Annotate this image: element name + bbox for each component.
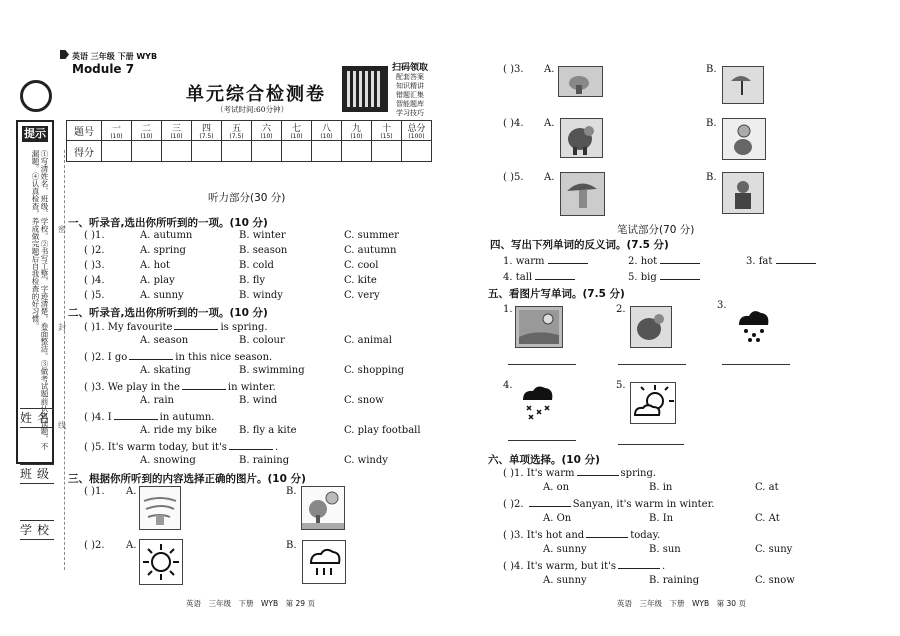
option-a[interactable]: A. hot: [140, 260, 171, 271]
col-points: (10): [320, 133, 333, 140]
umbrella-picture[interactable]: [560, 172, 605, 216]
question-text: We play in the: [107, 382, 180, 393]
question-number: ( )3.: [503, 530, 524, 541]
score-table: [66, 120, 432, 162]
answer-blank[interactable]: [618, 559, 660, 569]
antonym-4: [503, 270, 575, 283]
answer-line[interactable]: [508, 440, 576, 441]
question-number: ( )1.: [503, 468, 524, 479]
section-4-title: 四、写出下列单词的反义词。(7.5 分): [490, 239, 669, 251]
s3-q5-a: A.: [544, 172, 555, 183]
exam-time: （考试时间:60分钟）: [216, 105, 289, 114]
row-label: 题号: [67, 121, 102, 141]
option-b[interactable]: B. in: [649, 482, 673, 493]
rain-cloud-icon: [733, 305, 773, 345]
question-text: .: [274, 442, 279, 453]
option-a[interactable]: A. sunny: [543, 544, 587, 555]
sun-picture[interactable]: [139, 539, 183, 585]
question-number: ( )2.: [84, 352, 105, 363]
col-number: 九: [351, 124, 361, 134]
col-number: 总分: [407, 124, 426, 134]
antonym-3: [746, 254, 816, 267]
option-c[interactable]: C. cool: [344, 260, 379, 271]
question-number: ( )3.: [84, 260, 105, 271]
s3-q5-b: B.: [706, 172, 717, 183]
question-text: I go: [107, 352, 128, 363]
section-2-title: 二、听录音,选出你所听到的一项。(10 分): [68, 307, 268, 319]
page-title: 单元综合检测卷: [186, 84, 326, 105]
question-text: I: [107, 412, 112, 423]
option-a[interactable]: A. play: [140, 275, 175, 286]
written-title: 笔试部分(70 分): [617, 224, 695, 236]
s3-q4-a: A.: [544, 118, 555, 129]
s3-q4-no: ( )4.: [503, 118, 524, 129]
score-col-11: [402, 121, 432, 141]
section-3-title: 三、根据你所听到的内容选择正确的图片。(10 分): [68, 473, 306, 485]
score-col-7: [282, 121, 312, 141]
s3-q2-no: ( )2.: [84, 540, 105, 551]
arrow-icon: [60, 50, 69, 59]
question-line: [503, 497, 714, 510]
flower-picture[interactable]: [722, 118, 766, 160]
antonym-5: [628, 270, 700, 283]
col-number: 四: [201, 124, 211, 134]
score-cell[interactable]: [402, 141, 432, 162]
answer-blank[interactable]: [660, 254, 700, 264]
s3-q1-b: B.: [286, 486, 297, 497]
qr-code-icon[interactable]: [342, 66, 388, 112]
s3-q5-no: ( )5.: [503, 172, 524, 183]
option-c[interactable]: C. animal: [344, 335, 392, 346]
question-number: ( )2.: [503, 499, 524, 510]
question-text: today.: [630, 530, 661, 541]
pic-num: 5.: [616, 380, 626, 391]
tips-title: 提示: [24, 127, 46, 140]
score-cell[interactable]: [192, 141, 222, 162]
question-text: It's warm: [526, 468, 575, 479]
score-cell[interactable]: [372, 141, 402, 162]
col-number: 二: [141, 124, 151, 134]
option-a[interactable]: A. season: [140, 335, 189, 346]
col-number: 六: [261, 124, 271, 134]
question-number: ( )4.: [84, 412, 105, 423]
question-text: .: [662, 561, 666, 572]
score-cell[interactable]: [342, 141, 372, 162]
col-points: (10): [350, 133, 363, 140]
question-number: ( )1.: [84, 230, 105, 241]
listening-title: 听力部分(30 分): [208, 192, 286, 204]
score-cell[interactable]: [102, 141, 132, 162]
option-a[interactable]: A. skating: [140, 365, 191, 376]
rain-picture[interactable]: [302, 540, 346, 584]
antonym-word: 2. hot: [628, 256, 658, 267]
tree-sun-picture[interactable]: [301, 486, 345, 530]
score-cell[interactable]: [312, 141, 342, 162]
s3-q4-b: B.: [706, 118, 717, 129]
option-b[interactable]: B. raining: [649, 575, 700, 586]
scan-list: [396, 73, 424, 118]
question-number: ( )4.: [84, 275, 105, 286]
answer-line[interactable]: [722, 364, 790, 365]
question-text: My favourite: [107, 322, 173, 333]
antonym-word: 5. big: [628, 272, 657, 283]
option-a[interactable]: A. On: [543, 513, 572, 524]
question-line: [84, 440, 278, 453]
answer-blank[interactable]: [577, 466, 619, 476]
answer-line[interactable]: [618, 444, 684, 445]
col-points: (10): [260, 133, 273, 140]
option-a[interactable]: A. rain: [140, 395, 174, 406]
cold-dog-picture[interactable]: [630, 306, 672, 348]
sidebar: [14, 62, 54, 610]
col-points: (10): [290, 133, 303, 140]
score-cell[interactable]: [252, 141, 282, 162]
option-b[interactable]: B. colour: [239, 335, 285, 346]
option-b[interactable]: B. swimming: [239, 365, 305, 376]
s3-q2-b: B.: [286, 540, 297, 551]
option-b[interactable]: B. raining: [239, 455, 290, 466]
option-b[interactable]: B. wind: [239, 395, 278, 406]
option-a[interactable]: A. on: [543, 482, 570, 493]
question-text: It's hot and: [526, 530, 585, 541]
score-col-2: [132, 121, 162, 141]
sunny-landscape-picture[interactable]: [515, 306, 563, 348]
windy-picture[interactable]: [139, 486, 181, 530]
scan-item: 学习技巧: [396, 109, 424, 117]
answer-blank[interactable]: [586, 528, 628, 538]
score-col-3: [162, 121, 192, 141]
score-col-8: [312, 121, 342, 141]
score-col-10: [372, 121, 402, 141]
question-number: ( )2.: [84, 245, 105, 256]
answer-blank[interactable]: [548, 254, 588, 264]
col-number: 一: [111, 124, 121, 134]
tips-text: ①写清姓名、班级、学校。②书写工整，字迹清楚，卷面整洁。③做考试题前认真读题，不漏题。④认真检查，养成做完题后自我检查的好习惯。: [31, 150, 49, 450]
cut-line: [64, 150, 65, 570]
col-points: (100): [408, 133, 425, 140]
antonym-word: 4. tall: [503, 272, 533, 283]
option-c[interactable]: C. snow: [755, 575, 795, 586]
score-col-4: [192, 121, 222, 141]
score-cell[interactable]: [162, 141, 192, 162]
score-col-6: [252, 121, 282, 141]
question-line: [503, 559, 665, 572]
score-cell[interactable]: [282, 141, 312, 162]
question-line: [84, 320, 268, 333]
score-col-5: [222, 121, 252, 141]
pic-num: 1.: [503, 304, 513, 315]
score-col-1: [102, 121, 132, 141]
snow-picture[interactable]: [722, 172, 764, 214]
option-a[interactable]: A. sunny: [140, 290, 184, 301]
class-field[interactable]: 班级: [20, 464, 54, 484]
question-text: It's warm today, but it's: [107, 442, 227, 453]
option-b[interactable]: B. In: [649, 513, 674, 524]
answer-blank[interactable]: [114, 410, 158, 420]
scan-item: 配套答案: [396, 73, 424, 81]
question-text: in autumn.: [159, 412, 215, 423]
option-b[interactable]: B. fly: [239, 275, 266, 286]
col-number: 七: [291, 124, 301, 134]
question-line: [503, 528, 660, 541]
series-label: 英语 三年级 下册 WYB: [72, 52, 158, 61]
school-field[interactable]: 学校: [20, 520, 54, 540]
snow-cloud-icon: [517, 382, 557, 422]
answer-blank[interactable]: [535, 270, 575, 280]
option-c[interactable]: C. At: [755, 513, 780, 524]
question-text: spring.: [620, 468, 657, 479]
score-cell[interactable]: [132, 141, 162, 162]
option-c[interactable]: C. snow: [344, 395, 384, 406]
question-number: ( )3.: [84, 382, 105, 393]
scan-item: 知识精讲: [396, 82, 424, 90]
row-label: 得分: [67, 141, 102, 162]
scan-item: 智能题库: [396, 100, 424, 108]
s3-q3-b: B.: [706, 64, 717, 75]
cut-mark: 密: [58, 225, 66, 234]
answer-blank[interactable]: [229, 440, 273, 450]
antonym-2: [628, 254, 700, 267]
scan-item: 错题汇集: [396, 91, 424, 99]
pic-num: 3.: [717, 300, 727, 311]
cold-picture[interactable]: [560, 118, 603, 158]
option-c[interactable]: C. kite: [344, 275, 377, 286]
cut-mark: 封: [58, 323, 66, 332]
question-text: is spring.: [220, 322, 268, 333]
answer-blank[interactable]: [174, 320, 218, 330]
question-text: Sanyan, it's warm in winter.: [572, 499, 715, 510]
col-number: 八: [321, 124, 331, 134]
col-points: (7.5): [199, 133, 214, 140]
question-line: [84, 380, 276, 393]
sun-cloud-picture[interactable]: [630, 382, 676, 424]
option-c[interactable]: C. suny: [755, 544, 793, 555]
question-number: ( )1.: [84, 322, 105, 333]
section-5-title: 五、看图片写单词。(7.5 分): [488, 288, 625, 300]
option-c[interactable]: C. play football: [344, 425, 421, 436]
answer-line[interactable]: [618, 364, 686, 365]
option-a[interactable]: A. snowing: [140, 455, 196, 466]
question-line: [84, 410, 214, 423]
section-1-title: 一、听录音,选出你所听到的一项。(10 分): [68, 217, 268, 229]
cut-mark: 线: [58, 421, 66, 430]
answer-line[interactable]: [508, 364, 576, 365]
page-footer-left: 英语 三年级 下册 WYB 第 29 页: [186, 599, 315, 608]
answer-blank[interactable]: [129, 350, 173, 360]
question-text: in winter.: [227, 382, 276, 393]
option-a[interactable]: A. spring: [140, 245, 186, 256]
col-points: (10): [110, 133, 123, 140]
antonym-word: 3. fat: [746, 256, 773, 267]
publisher-logo: [20, 80, 52, 112]
option-c[interactable]: C. summer: [344, 230, 399, 241]
option-b[interactable]: B. sun: [649, 544, 681, 555]
answer-blank[interactable]: [529, 497, 571, 507]
scan-title: 扫码领取: [392, 63, 429, 73]
col-number: 五: [231, 124, 241, 134]
s3-q2-a: A.: [126, 540, 137, 551]
pic-num: 2.: [616, 304, 626, 315]
module-label: Module 7: [72, 62, 135, 76]
s3-q3-a: A.: [544, 64, 555, 75]
option-b[interactable]: B. cold: [239, 260, 274, 271]
page-footer-right: 英语 三年级 下册 WYB 第 30 页: [617, 599, 746, 608]
antonym-1: [503, 254, 588, 267]
col-points: (7.5): [229, 133, 244, 140]
option-a[interactable]: A. autumn: [140, 230, 193, 241]
s3-q3-no: ( )3.: [503, 64, 524, 75]
antonym-word: 1. warm: [503, 256, 545, 267]
option-b[interactable]: B. season: [239, 245, 288, 256]
option-c[interactable]: C. autumn: [344, 245, 397, 256]
answer-blank[interactable]: [660, 270, 700, 280]
score-col-9: [342, 121, 372, 141]
rainy-picture[interactable]: [558, 66, 603, 97]
col-number: 十: [381, 124, 391, 134]
option-c[interactable]: C. shopping: [344, 365, 405, 376]
question-line: [503, 466, 656, 479]
score-cell[interactable]: [222, 141, 252, 162]
windy-umbrella-picture[interactable]: [722, 66, 764, 104]
option-b[interactable]: B. fly a kite: [239, 425, 297, 436]
s3-q1-a: A.: [126, 486, 137, 497]
question-line: [84, 350, 272, 363]
answer-blank[interactable]: [182, 380, 226, 390]
question-text: in this nice season.: [175, 352, 273, 363]
question-text: It's warm, but it's: [526, 561, 617, 572]
question-number: ( )5.: [84, 442, 105, 453]
answer-blank[interactable]: [776, 254, 816, 264]
col-points: (15): [380, 133, 393, 140]
option-a[interactable]: A. ride my bike: [140, 425, 217, 436]
option-c[interactable]: C. windy: [344, 455, 388, 466]
option-c[interactable]: C. very: [344, 290, 380, 301]
question-number: ( )4.: [503, 561, 524, 572]
col-number: 三: [171, 124, 181, 134]
option-a[interactable]: A. sunny: [543, 575, 587, 586]
col-points: (10): [170, 133, 183, 140]
section-6-title: 六、单项选择。(10 分): [488, 454, 600, 466]
name-field[interactable]: 姓名: [20, 408, 54, 428]
question-number: ( )5.: [84, 290, 105, 301]
pic-num: 4.: [503, 380, 513, 391]
option-c[interactable]: C. at: [755, 482, 779, 493]
option-b[interactable]: B. windy: [239, 290, 283, 301]
option-b[interactable]: B. winter: [239, 230, 286, 241]
col-points: (10): [140, 133, 153, 140]
s3-q1-no: ( )1.: [84, 486, 105, 497]
